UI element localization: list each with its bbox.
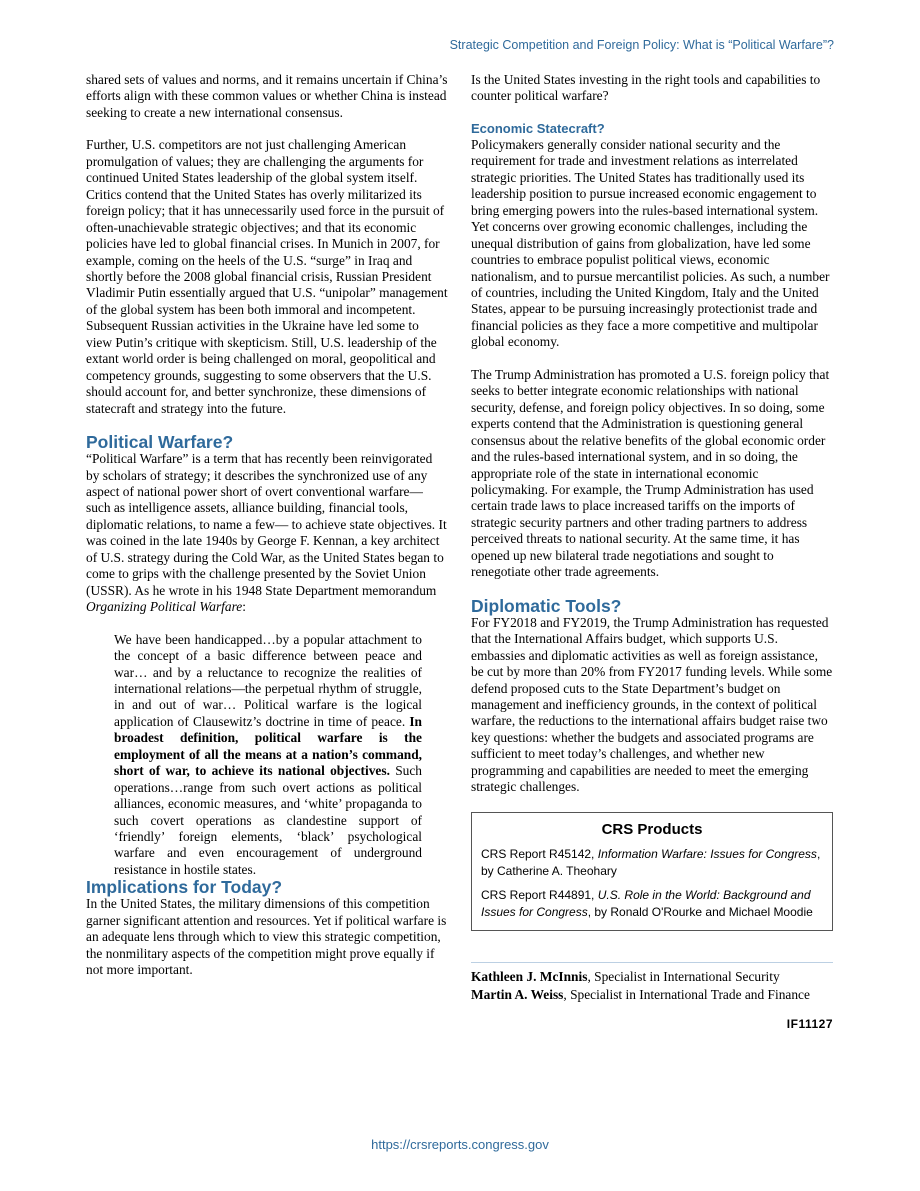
paragraph: In the United States, the military dimensions of this competition garner significant attention and resources. Yet if political warfare is an adequate lens through which to view this strategic competition, the nonmilitary aspects of the competition might prove equally if not more important. [86, 896, 447, 978]
paragraph: Further, U.S. competitors are not just challenging American promulgation of values; they are challenging the arguments for continued United States leadership of the global system itself. Critics contend that the United States has overly militarized its foreign policy; that it has unnecessarily used force in the pursuit of often-unachievable strategic objectives; and that its economic policies have led to global financial crises. In Munich in 2007, for example, coming on the heels of the U.S. “surge” in Iraq and shortly before the 2008 global financial crisis, Russian President Vladimir Putin essentially argued that U.S. “unipolar” management of the global system has been both immoral and incompetent. Subsequent Russian activities in the Ukraine have led some to view Putin’s critique with skepticism. Still, U.S. leadership of the extant world order is being challenged on moral, geopolitical and competency grounds, suggesting to some observers that the U.S. should account for, and better synchronize, these dimensions of statecraft and strategy into the future. [86, 137, 448, 416]
divider [471, 962, 833, 963]
right-column [471, 72, 833, 1032]
running-header-title: Strategic Competition and Foreign Policy: What is “Political Warfare”? [449, 38, 834, 52]
author-name: Kathleen J. McInnis [471, 968, 588, 984]
paragraph: shared sets of values and norms, and it remains uncertain if China’s efforts align with these common values or whether China is instead seeking to create a new international consensus. [86, 72, 448, 120]
author [471, 968, 833, 986]
heading-implications: Implications for Today? [86, 877, 283, 898]
paragraph: Is the United States investing in the right tools and capabilities to counter political warfare? [471, 72, 821, 104]
author [471, 986, 833, 1004]
author-role: , Specialist in International Trade and Finance [563, 986, 810, 1002]
document-id: IF11127 [786, 1016, 833, 1031]
footer-url-link[interactable]: https://crsreports.congress.gov [371, 1137, 549, 1152]
paragraph: The Trump Administration has promoted a U.S. foreign policy that seeks to better integrate economic relationships with national security, defense, and foreign policy objectives. In so doing, some experts contend that the Administration is questioning general consensus about the relative benefits of the global economic order and the rules-based international system, and in so doing, the appropriate role of the state in international economic policymaking. For example, the Trump Administration has used certain trade laws to place increased tariffs on the imports of strategic security partners and other trading partners to address perceived threats to national security. At the same time, it has opened up new bilateral trade negotiations and sought to renegotiate other trade agreements. [471, 366, 830, 580]
quote-bold-text: In broadest definition, political warfare is the employment of all the means at a nation’s command, short of war, to achieve its national objectives. [114, 713, 422, 779]
paragraph: For FY2018 and FY2019, the Trump Administration has requested that the International Affairs budget, which supports U.S. embassies and diplomatic activities as well as foreign assistance, be cut by more than 20% from FY2017 funding levels. While some defend proposed cuts to the State Department’s budget on management and inefficiency grounds, in the context of political warfare, the reductions to the international affairs budget raise two key questions: whether the budgets and associated programs are sufficient to meet today’s challenges, and whether new programming and capabilities are needed to meet the emerging strategic challenges. [471, 614, 833, 795]
author-list [471, 968, 833, 1004]
quote-text: Such operations…range from such overt actions as political alliances, economic measures, and ‘white’ propaganda to such covert operations as clandestine support of ‘friendly’ foreign elements, ‘black’ psychological warfare and even encouragement of underground resistance in hostile states. [114, 763, 422, 877]
crs-report-item [481, 846, 823, 880]
report-number: CRS Report R44891, [481, 887, 598, 902]
quote-text: We have been handicapped…by a popular attachment to the concept of a basic difference between peace and war… and by a reluctance to recognize the realities of international relations—the perpetual rhythm of struggle, in and out of war… Political warfare is the logical application of Clausewitz’s doctrine in time of peace. [114, 631, 422, 729]
author-name: Martin A. Weiss [471, 986, 564, 1002]
report-title: Information Warfare: Issues for Congress [597, 846, 817, 861]
crs-products-title: CRS Products [601, 820, 703, 838]
report-author: , by Catherine A. Theohary [481, 846, 821, 878]
crs-report-item [481, 887, 823, 921]
paragraph-end: : [242, 599, 246, 615]
report-number: CRS Report R45142, [481, 846, 598, 861]
heading-political-warfare: Political Warfare? [86, 432, 234, 453]
paragraph [86, 451, 448, 616]
author-role: , Specialist in International Security [587, 968, 780, 984]
heading-economic-statecraft: Economic Statecraft? [471, 120, 605, 136]
block-quote [114, 632, 422, 879]
left-column [86, 72, 448, 995]
paragraph-text: “Political Warfare” is a term that has recently been reinvigorated by scholars of strategy; it describes the synchronized use of any aspect of national power short of overt conventional warfare— such as intelligence assets, alliance building, financial tools, diplomatic relations, to name a few— to achieve state objectives. It was coined in the late 1940s by George F. Kennan, a key architect of U.S. strategy during the Cold War, as the United States began to come to grips with the challenge presented by the Soviet Union (USSR). As he wrote in his 1948 State Department memorandum [86, 451, 447, 598]
memo-title: Organizing Political Warfare [86, 599, 243, 615]
crs-products-box [471, 812, 833, 931]
heading-diplomatic-tools: Diplomatic Tools? [471, 595, 622, 616]
report-author: , by Ronald O'Rourke and Michael Moodie [587, 904, 813, 919]
paragraph: Policymakers generally consider national security and the requirement for trade and investment relations as interrelated strategic priorities. The United States has traditionally used its leadership position to pursue increased economic engagement to bring emerging powers into the rules-based international system. Yet concerns over growing economic challenges, including the unequal distribution of gains from globalization, have led some countries to embrace populist political views, economic nationalism, and to pursue mercantilist policies. As such, a number of countries, including the United Kingdom, Italy and the United States, appear to be pursuing increasingly protectionist trade and financial policies as they face a more competitive and multipolar global economy. [471, 136, 830, 350]
report-title: U.S. Role in the World: Background and Issues for Congress [481, 887, 811, 919]
